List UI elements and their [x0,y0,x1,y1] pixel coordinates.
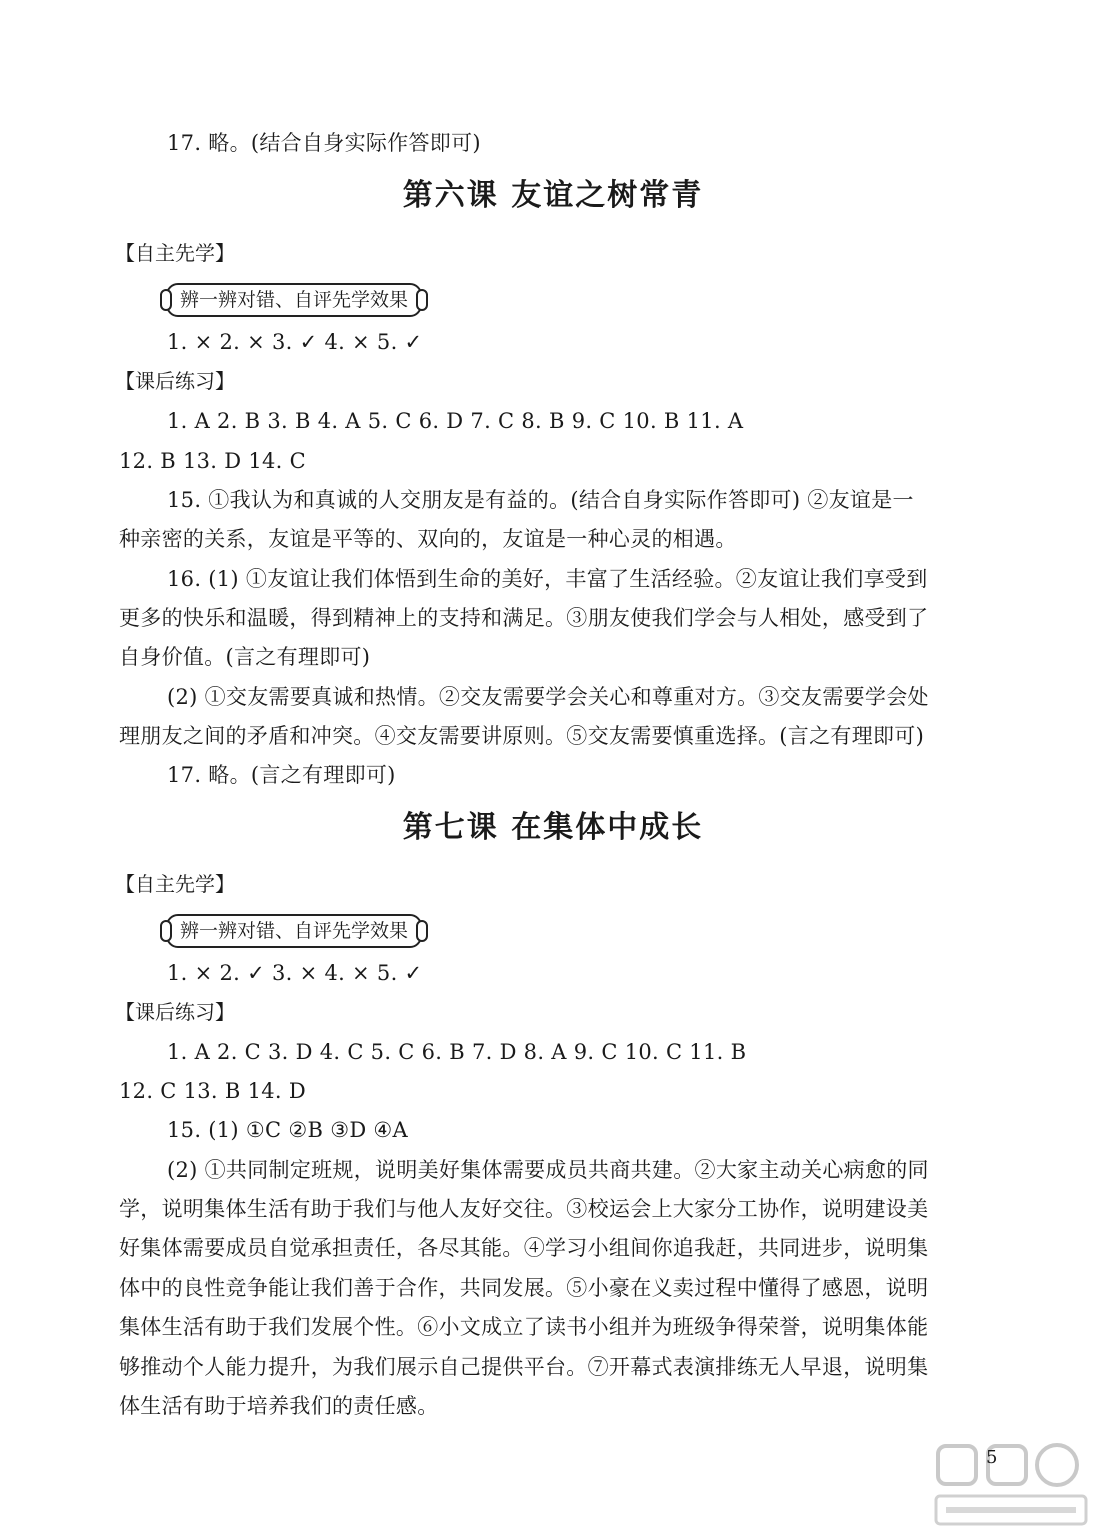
answer-line: (2) ①共同制定班规，说明美好集体需要成员共商共建。②大家主动关心病愈的同 [167,1158,929,1182]
lesson-7-title: 第七课 在集体中成长 [402,810,704,845]
answer-line: 好集体需要成员自觉承担责任，各尽其能。④学习小组间你追我赶，共同进步，说明集 [119,1236,929,1260]
judge-answers: 1. × 2. × 3. ✓ 4. × 5. ✓ [167,330,423,354]
self-study-heading: 【自主先学】 [115,872,235,896]
answer-line: 更多的快乐和温暖，得到精神上的支持和满足。③朋友使我们学会与人相处，感受到了 [119,606,929,630]
judge-answers: 1. × 2. ✓ 3. × 4. × 5. ✓ [167,961,423,985]
answer-line: 种亲密的关系，友谊是平等的、双向的，友谊是一种心灵的相遇。 [119,527,737,551]
practice-heading: 【课后练习】 [115,369,235,393]
self-study-heading: 【自主先学】 [115,241,235,265]
mc-answers-line: 1. A 2. B 3. B 4. A 5. C 6. D 7. C 8. B 9. C 10. B 11. A [167,409,744,433]
answer-line: 体中的良性竞争能让我们善于合作，共同发展。⑤小豪在义卖过程中懂得了感恩，说明 [119,1276,929,1300]
practice-heading: 【课后练习】 [115,1000,235,1024]
answer-line: 自身价值。(言之有理即可) [119,645,371,669]
mc-answers-line: 12. C 13. B 14. D [119,1079,307,1103]
mc-answers-line: 12. B 13. D 14. C [119,449,307,473]
page-number: 5 [986,1447,998,1468]
answer-line: 集体生活有助于我们发展个性。⑥小文成立了读书小组并为班级争得荣誉，说明集体能 [119,1315,929,1339]
mc-answers-line: 1. A 2. C 3. D 4. C 5. C 6. B 7. D 8. A 9. C 10. C 11. B [167,1040,747,1064]
judge-banner: 辨一辨对错、自评先学效果 [166,914,422,948]
answer-line: 16. (1) ①友谊让我们体悟到生命的美好，丰富了生活经验。②友谊让我们享受到 [167,567,928,591]
answer-line: 15. ①我认为和真诚的人交朋友是有益的。(结合自身实际作答即可) ②友谊是一 [167,488,914,512]
answer-line: 15. (1) ①C ②B ③D ④A [167,1118,409,1142]
lesson-6-title: 第六课 友谊之树常青 [402,178,704,213]
answer-line: 理朋友之间的矛盾和冲突。④交友需要讲原则。⑤交友需要慎重选择。(言之有理即可) [119,724,925,748]
answer-line: 17. 略。(结合自身实际作答即可) [167,131,481,155]
answer-line: 体生活有助于培养我们的责任感。 [119,1394,439,1418]
answer-line: 学，说明集体生活有助于我们与他人友好交往。③校运会上大家分工协作，说明建设美 [119,1197,929,1221]
answer-line: (2) ①交友需要真诚和热情。②交友需要学会关心和尊重对方。③交友需要学会处 [167,685,929,709]
answer-line: 17. 略。(言之有理即可) [167,763,396,787]
judge-banner: 辨一辨对错、自评先学效果 [166,283,422,317]
answer-line: 够推动个人能力提升，为我们展示自己提供平台。⑦开幕式表演排练无人早退，说明集 [119,1355,929,1379]
watermark-logo [930,1440,1090,1530]
